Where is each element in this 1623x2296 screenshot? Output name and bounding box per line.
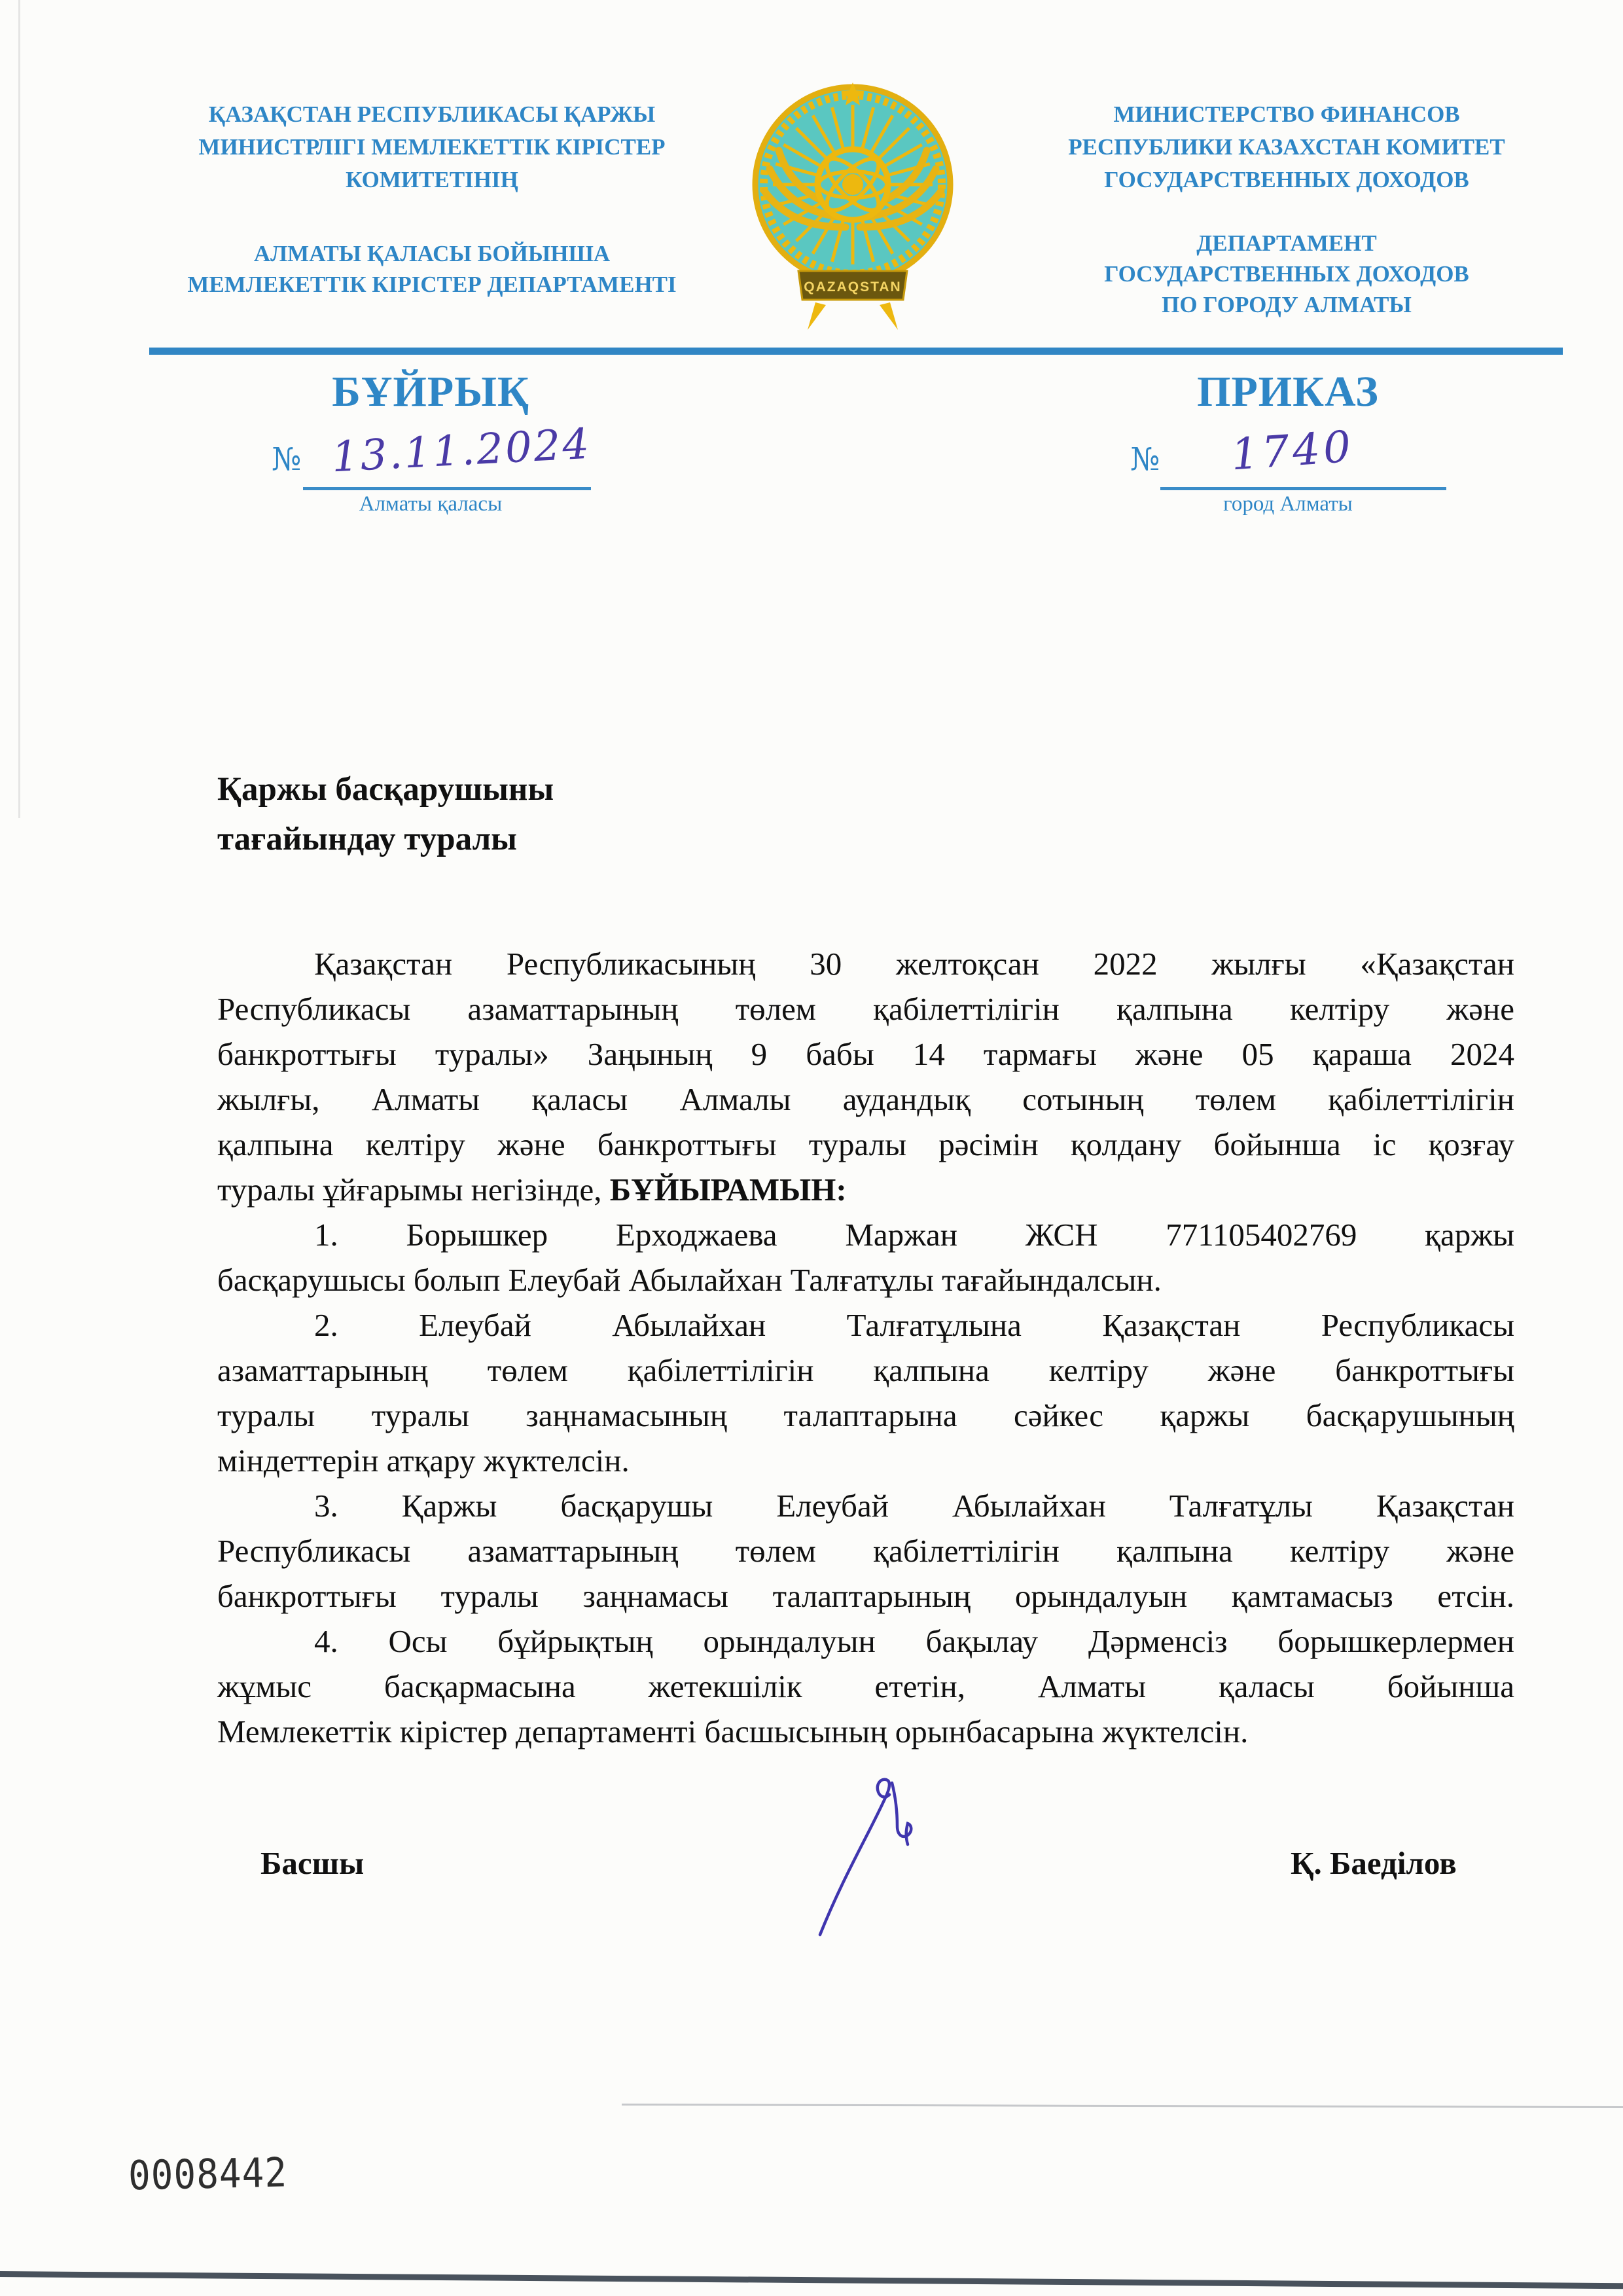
body-line: 3. Қаржы басқарушы Елеубай Абылайхан Талғатұлы Қазақстан — [314, 1488, 1514, 1524]
body-line: басқарушысы болып Елеубай Абылайхан Талғатұлы тағайындалсын. — [217, 1262, 1162, 1298]
org-line: МЕМЛЕКЕТТІК КІРІСТЕР ДЕПАРТАМЕНТІ — [187, 272, 677, 297]
body-line: банкроттығы туралы» Заңының 9 бабы 14 тармағы және 05 қараша 2024 — [217, 1036, 1514, 1072]
body-line: банкроттығы туралы заңнамасы талаптарының орындалуын қамтамасыз етсін. — [217, 1578, 1514, 1614]
org-line: КОМИТЕТІНІҢ — [346, 167, 518, 192]
body-line: Республикасы азаматтарының төлем қабілеттілігін қалпына келтіру және — [217, 991, 1514, 1027]
kazakhstan-coat-of-arms-icon — [745, 73, 961, 335]
subject-line: Қаржы басқарушыны — [217, 771, 554, 808]
org-line: ПО ГОРОДУ АЛМАТЫ — [1162, 292, 1412, 317]
handwritten-order-number: 1740 — [1229, 421, 1356, 480]
scan-crease-line — [622, 2104, 1623, 2108]
number-underline-right — [1160, 487, 1446, 490]
order-title-kazakh: БҰЙРЫҚ — [332, 368, 529, 416]
shanyrak — [817, 149, 888, 220]
place-label-kazakh: Алматы қаласы — [359, 492, 503, 516]
body-line: туралы туралы заңнамасының талаптарына сәйкес қаржы басқарушының — [217, 1397, 1514, 1433]
body-text: туралы ұйғарымы негізінде, — [217, 1172, 610, 1208]
number-underline-left — [303, 487, 591, 490]
org-name-russian — [1018, 98, 1555, 320]
handwritten-date: 13.11.2024 — [330, 420, 592, 482]
number-sign-right: № — [1130, 441, 1160, 478]
body-line: жұмыс басқармасына жетекшілік ететін, Алматы қаласы бойынша — [217, 1668, 1514, 1704]
signer-role: Басшы — [260, 1845, 365, 1881]
body-line — [217, 1167, 1514, 1212]
subject-line: тағайындау туралы — [217, 821, 518, 857]
body-line: 2. Елеубай Абылайхан Талғатұлына Қазақстан Республикасы — [314, 1307, 1514, 1343]
body-line: 1. Борышкер Ерходжаева Маржан ЖСН 771105402769 қаржы — [314, 1217, 1514, 1253]
order-title-russian: ПРИКАЗ — [1197, 368, 1379, 416]
scan-bottom-edge — [0, 2271, 1623, 2289]
org-line: РЕСПУБЛИКИ КАЗАХСТАН КОМИТЕТ — [1068, 134, 1505, 160]
resolve-keyword: БҰЙЫРАМЫН: — [609, 1172, 847, 1208]
order-body — [217, 941, 1514, 1754]
org-line: АЛМАТЫ ҚАЛАСЫ БОЙЫНША — [253, 241, 611, 266]
body-line: азаматтарының төлем қабілеттілігін қалпына келтіру және банкроттығы — [217, 1352, 1514, 1388]
org-name-kazakh — [149, 98, 715, 300]
number-sign-left: № — [272, 441, 302, 478]
tassel-right — [880, 302, 898, 330]
org-line: МИНИСТРЛІГІ МЕМЛЕКЕТТІК КІРІСТЕР — [198, 134, 666, 160]
org-line: МИНИСТЕРСТВО ФИНАНСОВ — [1113, 101, 1460, 127]
tassel-left — [808, 302, 826, 330]
body-line: Мемлекеттік кірістер департаменті басшысының орынбасарына жүктелсін. — [217, 1713, 1249, 1749]
handwritten-signature-icon — [810, 1765, 941, 1954]
body-line: Республикасы азаматтарының төлем қабілеттілігін қалпына келтіру және — [217, 1533, 1514, 1569]
org-line: ҚАЗАҚСТАН РЕСПУБЛИКАСЫ ҚАРЖЫ — [208, 101, 656, 127]
body-line: қалпына келтіру және банкроттығы туралы рәсімін қолдану бойынша іс қозғау — [217, 1126, 1514, 1162]
stamped-serial-number: 0008442 — [128, 2149, 288, 2200]
order-subject — [217, 764, 554, 864]
body-line: міндеттерін атқару жүктелсін. — [217, 1443, 630, 1479]
scan-left-edge — [18, 0, 20, 818]
org-line: ГОСУДАРСТВЕННЫХ ДОХОДОВ — [1104, 261, 1469, 287]
body-line: жылғы, Алматы қаласы Алмалы аудандық сотының төлем қабілеттілігін — [217, 1081, 1514, 1117]
signer-name: Қ. Баеділов — [1291, 1845, 1457, 1881]
org-line: ГОСУДАРСТВЕННЫХ ДОХОДОВ — [1104, 167, 1469, 192]
body-line: 4. Осы бұйрықтың орындалуын бақылау Дәрменсіз борышкерлермен — [314, 1623, 1514, 1659]
org-line: ДЕПАРТАМЕНТ — [1196, 230, 1377, 256]
emblem-circle — [755, 82, 950, 330]
body-line: Қазақстан Республикасының 30 желтоқсан 2022 жылғы «Қазақстан — [314, 946, 1514, 982]
place-label-russian: город Алматы — [1223, 492, 1353, 516]
header-divider — [149, 348, 1563, 355]
emblem-banner-text: QAZAQSTAN — [804, 279, 902, 295]
